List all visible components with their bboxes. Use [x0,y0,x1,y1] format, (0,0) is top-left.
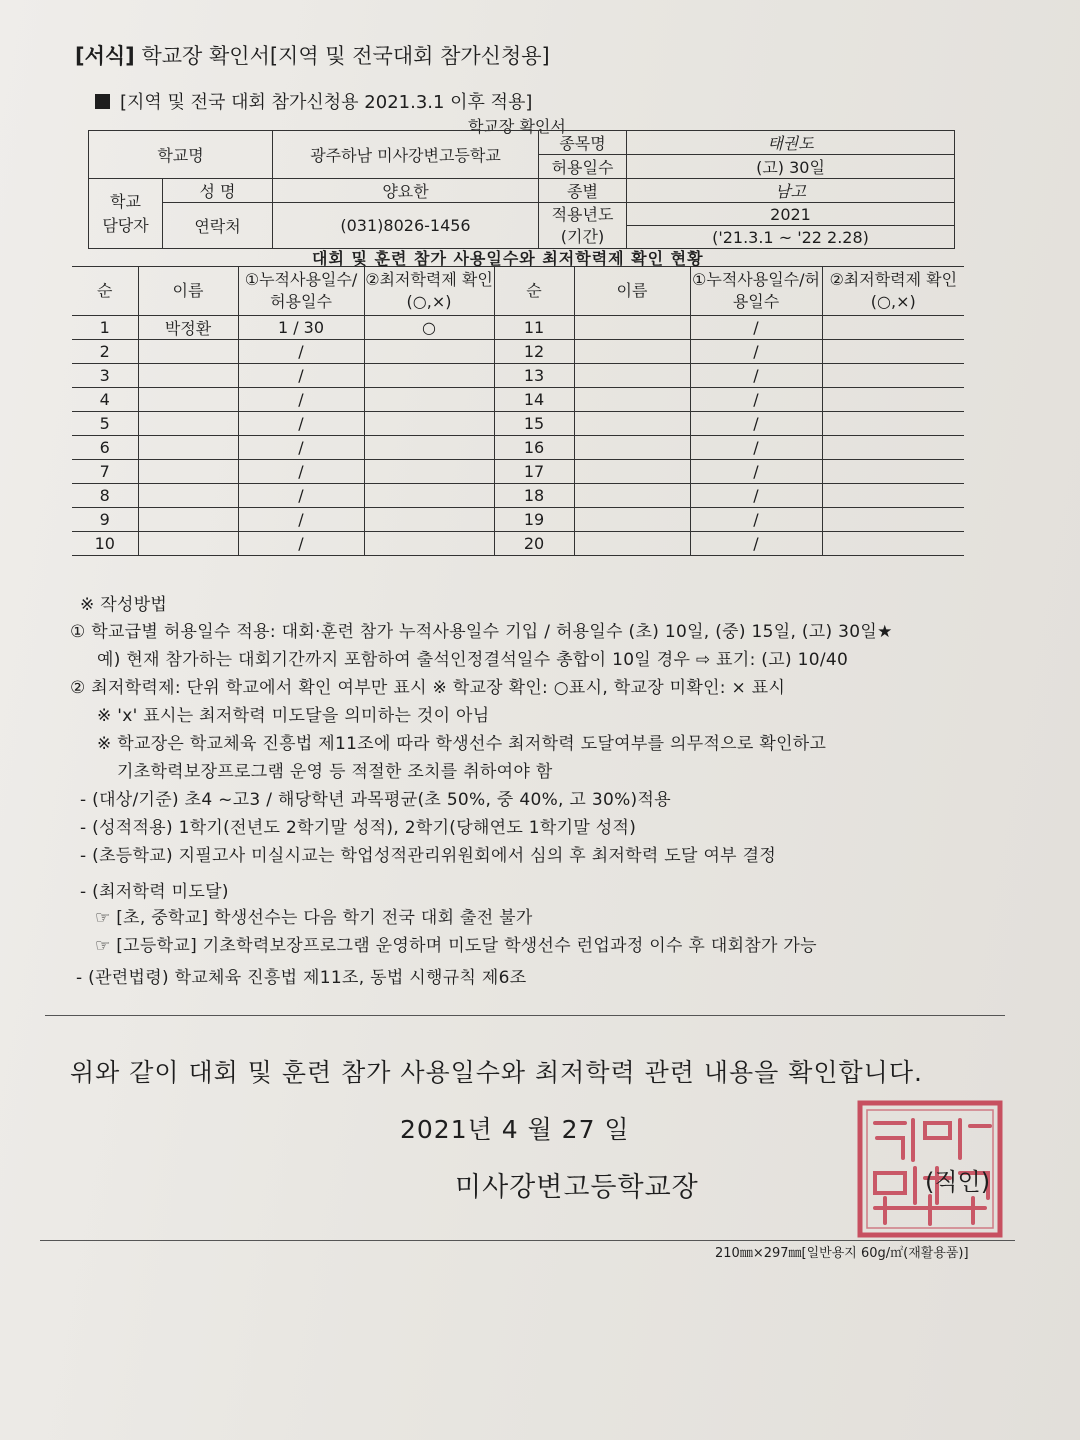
form-subtitle [95,88,532,114]
row-name-2 [574,532,690,556]
row-name [138,340,238,364]
row-check [364,460,494,484]
instruction-line: ※ 'x' 표시는 최저학력 미도달을 의미하는 것이 아님 [97,706,490,726]
row-name-2 [574,508,690,532]
row-days: / [238,508,364,532]
row-days-2: / [690,412,822,436]
principal-title: 미사강변고등학교장 [455,1172,699,1203]
row-no: 10 [72,532,138,556]
school-name-label: 학교명 [89,131,273,179]
table-row [72,340,964,364]
row-days: / [238,364,364,388]
header-name: 이름 [138,267,238,316]
school-name-value: 광주하남 미사강변고등학교 [273,131,539,179]
row-check [364,508,494,532]
divider-line [45,1015,1005,1016]
header-academic: ②최저학력제 확인(○,×) [364,267,494,316]
row-name-2 [574,460,690,484]
table-row [72,364,964,388]
row-days: / [238,436,364,460]
row-name-2 [574,436,690,460]
row-no-2: 19 [494,508,574,532]
table-row [72,532,964,556]
row-no: 8 [72,484,138,508]
row-name-2 [574,364,690,388]
table-header-row [72,267,964,316]
instructions-heading: ※ 작성방법 [80,595,168,615]
category-value: 남고 [627,179,955,203]
status-title: 대회 및 훈련 참가 사용일수와 최저학력제 확인 현황 [312,249,704,268]
instruction-line: - (관련법령) 학교체육 진흥법 제11조, 동법 시행규칙 제6조 [76,968,527,988]
header-academic-2: ②최저학력제 확인(○,×) [822,267,964,316]
square-bullet-icon [95,94,110,109]
row-no-2: 18 [494,484,574,508]
table-row [72,508,964,532]
row-check-2 [822,388,964,412]
row-days-2: / [690,460,822,484]
row-check-2 [822,412,964,436]
row-days-2: / [690,388,822,412]
confirmation-title: 학교장 확인서 [468,117,566,136]
name-value: 양요한 [273,179,539,203]
instruction-line: ② 최저학력제: 단위 학교에서 확인 여부만 표시 ※ 학교장 확인: ○표시, 학교장 미확인: × 표시 [70,678,786,698]
row-days-2: / [690,364,822,388]
row-no: 3 [72,364,138,388]
table-row [72,316,964,340]
row-name-2 [574,412,690,436]
row-no: 5 [72,412,138,436]
header-no-2: 순 [494,267,574,316]
form-title [75,40,550,70]
row-name: 박정환 [138,316,238,340]
row-check-2 [822,460,964,484]
event-name-label: 종목명 [539,131,627,155]
allowed-days-label: 허용일수 [539,155,627,179]
row-name-2 [574,388,690,412]
row-no-2: 16 [494,436,574,460]
row-name-2 [574,484,690,508]
instruction-line: 예) 현재 참가하는 대회기간까지 포함하여 출석인정결석일수 총합이 10일 경우 ⇨ 표기: (고) 10/40 [97,650,849,670]
year-label: 적용년도 (기간) [539,203,627,249]
row-check-2 [822,484,964,508]
row-check-2 [822,340,964,364]
row-days: 1 / 30 [238,316,364,340]
row-check [364,412,494,436]
school-info-table [88,130,955,249]
row-check-2 [822,316,964,340]
usage-days-table [72,266,964,556]
instruction-line: 기초학력보장프로그램 운영 등 적절한 조치를 취하여야 함 [117,762,553,782]
paper-spec: 210㎜×297㎜[일반용지 60g/㎡(재활용품)] [715,1246,969,1261]
row-days: / [238,340,364,364]
table-row [72,388,964,412]
row-days-2: / [690,484,822,508]
row-check-2 [822,532,964,556]
table-row [72,460,964,484]
table-row [72,436,964,460]
row-no-2: 20 [494,532,574,556]
row-no-2: 11 [494,316,574,340]
row-no: 6 [72,436,138,460]
seal-label: (직인) [925,1168,991,1196]
instruction-line: - (최저학력 미도달) [80,882,229,902]
row-check [364,484,494,508]
header-no: 순 [72,267,138,316]
row-name [138,364,238,388]
row-name [138,508,238,532]
subtitle-text: [지역 및 전국 대회 참가신청용 2021.3.1 이후 적용] [120,92,533,113]
row-check [364,340,494,364]
instruction-line: ① 학교급별 허용일수 적용: 대회·훈련 참가 누적사용일수 기입 / 허용일수 (초) 10일, (중) 15일, (고) 30일★ [70,622,893,642]
year-value: 2021 [627,203,955,226]
contact-person-label: 학교 담당자 [89,179,163,249]
row-check-2 [822,436,964,460]
row-days: / [238,484,364,508]
row-name [138,460,238,484]
row-check [364,532,494,556]
row-days: / [238,388,364,412]
row-days-2: / [690,508,822,532]
row-name [138,388,238,412]
allowed-days-value: (고) 30일 [627,155,955,179]
confirmation-statement: 위와 같이 대회 및 훈련 참가 사용일수와 최저학력 관련 내용을 확인합니다. [70,1058,923,1087]
form-title-prefix: [서식] [75,44,135,68]
row-check-2 [822,508,964,532]
row-no: 7 [72,460,138,484]
instruction-line: - (대상/기준) 초4 ~고3 / 해당학년 과목평균(초 50%, 중 40%, 고 30%)적용 [80,790,671,810]
row-days-2: / [690,340,822,364]
row-name-2 [574,316,690,340]
event-name-value: 태권도 [627,131,955,155]
row-no-2: 17 [494,460,574,484]
header-days-2: ①누적사용일수/허용일수 [690,267,822,316]
row-no-2: 14 [494,388,574,412]
row-name [138,532,238,556]
row-name [138,436,238,460]
row-name [138,484,238,508]
row-no: 4 [72,388,138,412]
table-row [72,484,964,508]
instruction-line: ※ 학교장은 학교체육 진흥법 제11조에 따라 학생선수 최저학력 도달여부를 의무적으로 확인하고 [97,734,827,754]
row-days-2: / [690,436,822,460]
header-name-2: 이름 [574,267,690,316]
row-check [364,388,494,412]
row-days: / [238,532,364,556]
instruction-line: ☞ [고등학교] 기초학력보장프로그램 운영하며 미도달 학생선수 런업과정 이수 후 대회참가 가능 [95,936,817,956]
period-value: ('21.3.1 ~ '22 2.28) [627,226,955,249]
row-name-2 [574,340,690,364]
footer-divider-line [40,1240,1015,1241]
phone-value: (031)8026-1456 [273,203,539,249]
row-no: 1 [72,316,138,340]
row-no: 2 [72,340,138,364]
row-days: / [238,412,364,436]
name-label: 성 명 [163,179,273,203]
row-name [138,412,238,436]
phone-label: 연락처 [163,203,273,249]
instruction-line: ☞ [초, 중학교] 학생선수는 다음 학기 전국 대회 출전 불가 [95,908,533,928]
category-label: 종별 [539,179,627,203]
row-days-2: / [690,316,822,340]
form-title-text: 학교장 확인서[지역 및 전국대회 참가신청용] [141,44,550,68]
instruction-line: - (초등학교) 지필고사 미실시교는 학업성적관리위원회에서 심의 후 최저학력 도달 여부 결정 [80,846,777,866]
row-no-2: 12 [494,340,574,364]
instruction-line: - (성적적용) 1학기(전년도 2학기말 성적), 2학기(당해연도 1학기말 성적) [80,818,637,838]
header-days: ①누적사용일수/허용일수 [238,267,364,316]
row-no: 9 [72,508,138,532]
row-check-2 [822,364,964,388]
row-no-2: 13 [494,364,574,388]
row-check [364,364,494,388]
row-check [364,436,494,460]
table-row [72,412,964,436]
row-days-2: / [690,532,822,556]
row-no-2: 15 [494,412,574,436]
row-days: / [238,460,364,484]
row-check: ○ [364,316,494,340]
signature-date: 2021년 4 월 27 일 [400,1115,630,1144]
